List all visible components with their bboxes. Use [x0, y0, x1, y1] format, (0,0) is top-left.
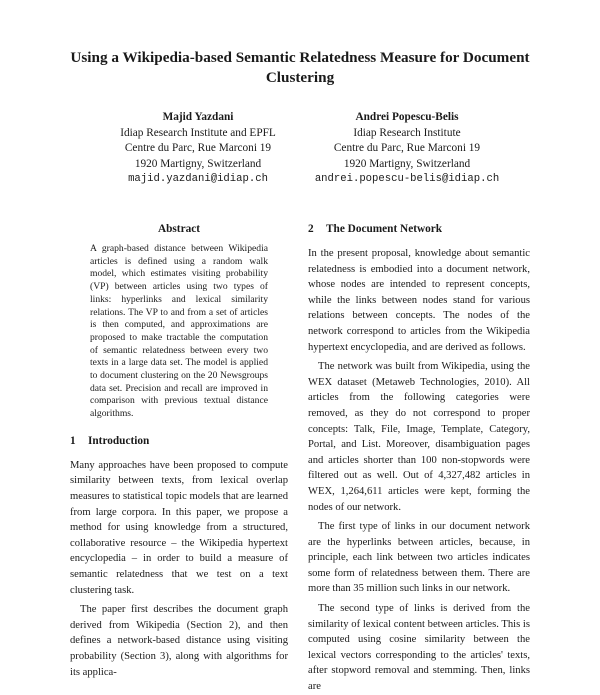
section-title: The Document Network — [326, 223, 443, 235]
paragraph: The paper first describes the document graph derived from Wikipedia (Section 2), and then defines a network-based distance using visiting probability (Section 3), along with algorithms for its applica- — [70, 604, 288, 678]
author-email[interactable]: majid.yazdani@idiap.ch — [128, 173, 268, 186]
section-heading-introduction — [70, 435, 288, 447]
author-affiliation: Idiap Research Institute and EPFL — [120, 126, 276, 139]
left-column — [70, 223, 288, 680]
author-address: Centre du Parc, Rue Marconi 19 — [124, 142, 272, 155]
right-column — [308, 223, 530, 695]
paragraph: The second type of links is derived from the similarity of lexical content between articles. This is computed using cosine similarity between the lexical vectors corresponding to the articles' texts, after stopword removal and stemming. Then, links are — [308, 603, 530, 693]
author-name: Majid Yazdani — [162, 111, 234, 123]
paragraph: The first type of links in our document network are the hyperlinks between articles, because, in principle, each link between two articles indicates some form of relatedness between them. There are more than 35 million such links in our network. — [308, 521, 530, 595]
author-address: Centre du Parc, Rue Marconi 19 — [333, 142, 481, 155]
author-email[interactable]: andrei.popescu-belis@idiap.ch — [314, 173, 500, 186]
author-block-1 — [98, 110, 298, 188]
abstract-text: A graph-based distance between Wikipedia articles is defined using a random walk model, which estimates visiting probability (VP) between articles using two types of links: hyperlinks and lexical similarity relations. The VP to and from a set of articles is then computed, and approximations are proposed to make tractable the computation of semantic relatedness between every two texts in a large data set. The model is applied to document clustering on the 20 Newsgroups data set. Precision and recall are improved in comparison with previous textual distance algorithms. — [90, 243, 268, 420]
author-city: 1920 Martigny, Switzerland — [343, 157, 471, 170]
section-heading-document-network — [308, 223, 530, 235]
author-affiliation: Idiap Research Institute — [353, 126, 461, 139]
abstract-heading: Abstract — [157, 223, 201, 235]
paragraph: The network was built from Wikipedia, using the WEX dataset (Metaweb Technologies, 2010). All articles from the following categories were removed, as they do not correspond to proper concepts: Talk, File, Image, Template, Category, Portal, and List. Moreover, disambiguation pages and articles shorter than 100 non-stopwords were filtered out as well. Out of 4,327,482 articles in WEX, 1,264,611 articles were kept, forming the nodes of our network. — [308, 361, 530, 513]
section-number: 2 — [308, 223, 314, 235]
author-block-2 — [300, 110, 514, 188]
paragraph: In the present proposal, knowledge about semantic relatedness is embodied into a document network, whose nodes are intended to represent concepts, while the links between nodes stand for various relations between concepts. The nodes of the network correspond to articles from the Wikipedia hypertext encyclopedia, and are derived as follows. — [308, 248, 530, 353]
section-title: Introduction — [88, 434, 150, 447]
author-name: Andrei Popescu-Belis — [355, 111, 459, 123]
paragraph: Many approaches have been proposed to compute similarity between texts, from lexical overlap measures to statistical topic models that are learned from large corpora. In this paper, we propose a method for using knowledge from a structured, collaborative resource – the Wikipedia hypertext encyclopedia – in order to build a measure of semantic relatedness that we test on a text clustering task. — [70, 459, 288, 596]
paper-title: Using a Wikipedia-based Semantic Relatedness Measure for Document Clustering — [70, 49, 530, 86]
section-number: 1 — [70, 434, 76, 447]
author-city: 1920 Martigny, Switzerland — [134, 157, 262, 170]
